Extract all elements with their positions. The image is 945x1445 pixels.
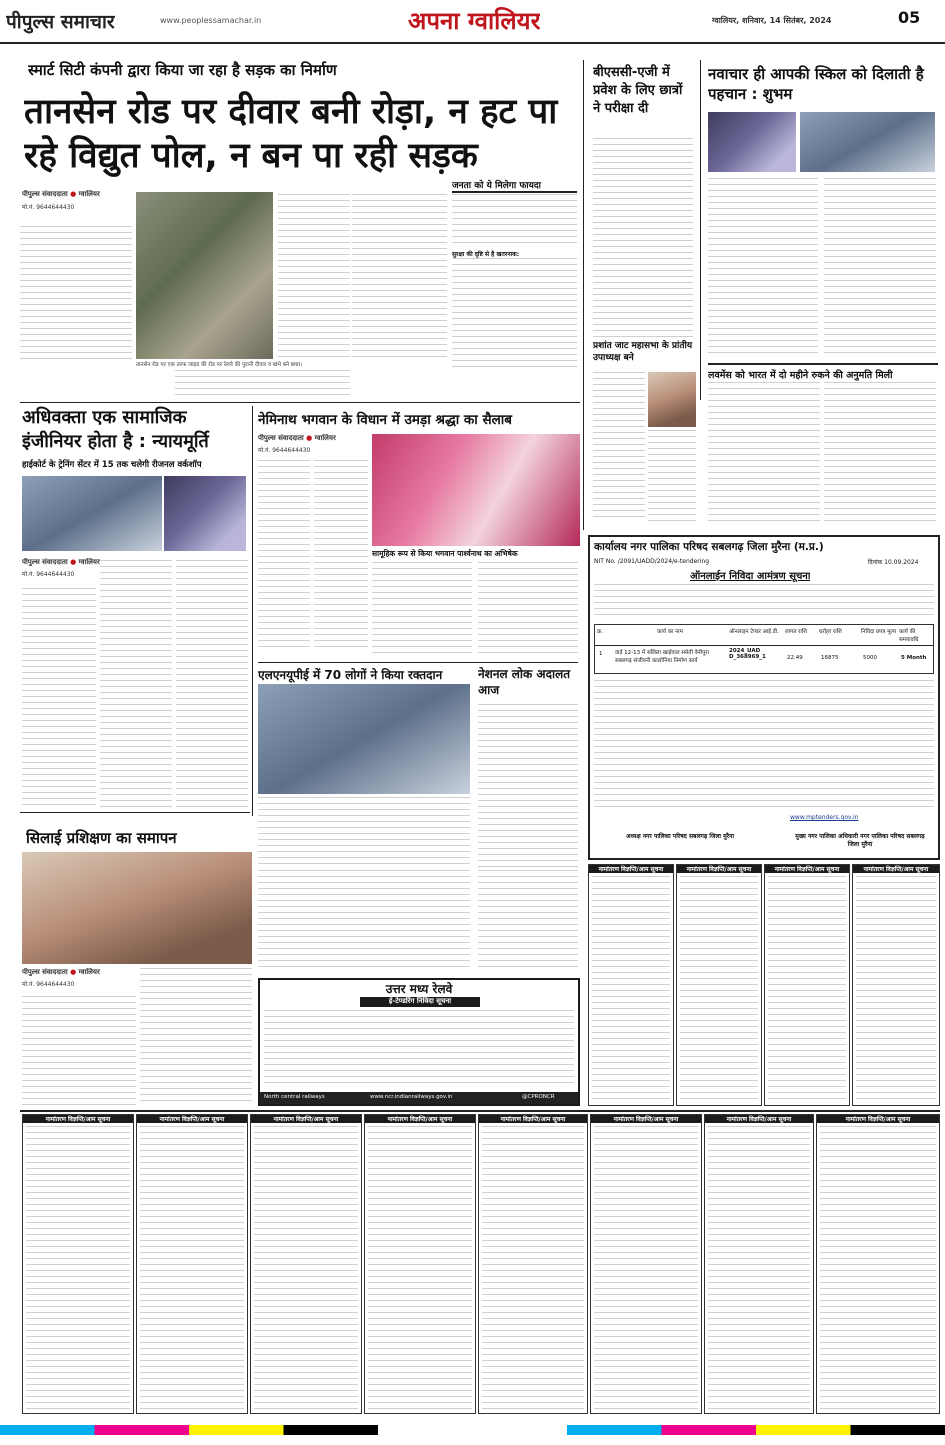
blood-body2 [258, 870, 470, 970]
bsc-sub-body2 [648, 430, 696, 522]
lead-body-col1 [20, 226, 132, 364]
neminath-body2 [314, 460, 368, 650]
notice-r2-5 [478, 1114, 588, 1414]
notice-r2-4-head: नामांतरण विज्ञप्ति/आम सूचना [365, 1115, 475, 1123]
lawyer-body3 [176, 560, 248, 808]
live-in-body2 [824, 382, 936, 522]
divider-blood [258, 662, 578, 663]
section-title: अपना ग्वालियर [408, 7, 541, 35]
paper-name: पीपुल्स समाचार [6, 11, 115, 33]
tender-th-5: निविदा प्रपत्र मूल्य [861, 629, 897, 635]
tender-row-rule [595, 645, 934, 646]
notice-r1-1 [588, 864, 674, 1106]
notice-r1-3 [764, 864, 850, 1106]
tender-table [594, 624, 934, 674]
tender-td-6: 5 Month [901, 655, 927, 661]
tender-td-3: 22.49 [787, 655, 803, 661]
notice-r2-2 [136, 1114, 248, 1414]
lok-adalat-body2 [478, 870, 578, 970]
railway-footer [260, 1092, 578, 1104]
lok-adalat-headline: नेशनल लोक अदालत आज [478, 667, 571, 697]
notice-r2-3-body [254, 1126, 358, 1410]
tender-nit: NIT No. /2091/UADD/2024/e-tendering [594, 558, 710, 565]
lawyer-photo2 [164, 476, 246, 551]
tender-td-5: 5000 [863, 655, 877, 661]
lead-mobile: मो.नं. 9644644430 [22, 204, 75, 211]
blood-photo [258, 684, 470, 794]
notice-r2-3 [250, 1114, 362, 1414]
lead-sidebar-title: जनता को ये मिलेगा फायदा [452, 178, 577, 193]
notice-r1-3-body [768, 876, 846, 1102]
lawyer-mobile: मो.नं. 9644644430 [22, 571, 75, 578]
lead-kicker: स्मार्ट सिटी कंपनी द्वारा किया जा रहा है सड़क का निर्माण [28, 61, 337, 79]
innovation-photo [708, 112, 796, 172]
notice-r1-2-head: नामांतरण विज्ञप्ति/आम सूचना [677, 865, 761, 873]
tender-conditions [594, 680, 934, 812]
tender-th-4: धरोहर राशि [819, 629, 842, 635]
neminath-body3 [372, 562, 472, 657]
tender-th-2: ऑनलाइन टेण्डर आई.डी. [729, 629, 779, 635]
divider-col-right [583, 60, 584, 530]
notice-r2-2-head: नामांतरण विज्ञप्ति/आम सूचना [137, 1115, 247, 1123]
tender-sign-left: अध्यक्ष नगर पालिका परिषद सबलगढ़ जिला मुरैना [626, 833, 734, 840]
live-in-headline: लवमेंस को भारत में दो महीने रुकने की अनुमति मिली [708, 363, 938, 381]
lead-photo-caption: तानसेन रोड पर एक तरफ जाइड की रोड पर रेलवे की पुरानी दीवार व खंभे बने बाधा। [136, 362, 303, 368]
notice-r2-6-body [594, 1126, 698, 1410]
lead-body-col3 [352, 194, 447, 360]
notice-r2-4-body [368, 1126, 472, 1410]
neminath-byline: पीपुल्स संवाददाता ● ग्वालियर [258, 434, 336, 442]
tender-th-6: कार्य की समयावधि [899, 629, 919, 643]
tender-td-2: 2024_UAD D_368969_1 [729, 648, 766, 660]
notice-r2-1-head: नामांतरण विज्ञप्ति/आम सूचना [23, 1115, 133, 1123]
notice-r1-3-head: नामांतरण विज्ञप्ति/आम सूचना [765, 865, 849, 873]
notice-r2-8-head: नामांतरण विज्ञप्ति/आम सूचना [817, 1115, 939, 1123]
neminath-headline: नेमिनाथ भगवान के विधान में उमड़ा श्रद्धा का सैलाब [258, 412, 512, 428]
innovation-body2 [824, 178, 936, 356]
lead-body-col2 [278, 194, 350, 360]
tender-title: ऑनलाईन निविदा आमंत्रण सूचना [690, 571, 811, 582]
blood-body [258, 797, 470, 869]
bsc-sub-body [593, 372, 645, 522]
notice-r1-1-body [592, 876, 670, 1102]
notice-r2-3-head: नामांतरण विज्ञप्ति/आम सूचना [251, 1115, 361, 1123]
innovation-photo2 [800, 112, 935, 172]
notice-r2-7 [704, 1114, 814, 1414]
neminath-body4 [478, 562, 578, 657]
lead-photo [136, 192, 273, 359]
tender-th-1: कार्य का नाम [657, 629, 683, 635]
notice-r1-4 [852, 864, 940, 1106]
divider-mid-left [252, 406, 253, 816]
tender-td-1: वार्ड 12-13 में सलिला खाईवाल समेती वेनीपुरा सबलगढ़ संजीवनी कालोनिया निर्माण कार्य [615, 650, 709, 664]
tender-th-0: क्र. [597, 629, 603, 635]
blood-headline: एलएनयूपीई में 70 लोगों ने किया रक्तदान [258, 668, 443, 682]
sewing-mobile: मो.नं. 9644644430 [22, 981, 75, 988]
notice-r2-7-head: नामांतरण विज्ञप्ति/आम सूचना [705, 1115, 813, 1123]
lok-adalat-body [478, 704, 578, 869]
lawyer-headline: अधिवक्ता एक सामाजिक इंजीनियर होता है : न्यायमूर्ति [22, 407, 209, 452]
notice-r1-2-body [680, 876, 758, 1102]
tender-td-0: 1 [599, 651, 603, 657]
divider-bottom [20, 1110, 940, 1112]
lead-sidebar-sub: सुरक्षा की दृष्टि से है खतरनाक: [452, 251, 520, 258]
masthead [0, 0, 945, 44]
neminath-mobile: मो.नं. 9644644430 [258, 447, 311, 454]
lead-body-col4 [175, 370, 350, 400]
lawyer-subhead: हाईकोर्ट के ट्रेनिंग सेंटर में 15 तक चलेगी रीजनल वर्कशॉप [22, 460, 202, 470]
lead-byline-block [22, 190, 132, 211]
notice-r1-4-head: नामांतरण विज्ञप्ति/आम सूचना [853, 865, 939, 873]
sewing-body1 [22, 996, 136, 1106]
notice-r2-6-head: नामांतरण विज्ञप्ति/आम सूचना [591, 1115, 701, 1123]
lead-sidebar-body2 [452, 258, 577, 370]
tender-th-3: लागत राशि [785, 629, 807, 635]
tender-sign-right: मुख्य नगर पालिका अधिकारी नगर पालिका परिषद सबलगढ़ जिला मुरैना [795, 833, 925, 848]
neminath-photo [372, 434, 580, 546]
railway-footer-mid[interactable]: www.ncr.indianrailways.gov.in [370, 1094, 453, 1100]
website: www.peoplessamachar.in [160, 16, 262, 25]
notice-r1-2 [676, 864, 762, 1106]
lead-sidebar-body [452, 194, 577, 248]
lawyer-byline: पीपुल्स संवाददाता ● ग्वालियर [22, 558, 100, 566]
lawyer-photo [22, 476, 162, 551]
sewing-byline-block [22, 968, 142, 988]
neminath-body1 [258, 460, 310, 650]
innovation-headline: नवाचार ही आपकी स्किल को दिलाती है पहचान : शुभम [708, 65, 924, 103]
notice-r2-5-body [482, 1126, 584, 1410]
registration-bar [0, 1425, 945, 1435]
lawyer-body1 [22, 588, 96, 808]
railway-footer-right[interactable]: @CPRONCR [522, 1094, 555, 1100]
live-in-body1 [708, 382, 820, 522]
sewing-headline: सिलाई प्रशिक्षण का समापन [26, 829, 177, 847]
tender-website[interactable]: www.mptenders.gov.in [790, 814, 859, 821]
bsc-portrait [648, 372, 696, 427]
notice-r2-1 [22, 1114, 134, 1414]
railway-footer-left: North central railways [264, 1094, 325, 1100]
sewing-byline: पीपुल्स संवाददाता ● ग्वालियर [22, 968, 100, 976]
notice-r2-7-body [708, 1126, 810, 1410]
bsc-headline: बीएससी-एजी में प्रवेश के लिए छात्रों ने परीक्षा दी [593, 65, 683, 116]
innovation-body1 [708, 178, 818, 356]
notice-r1-4-body [856, 876, 936, 1102]
sewing-body2 [140, 968, 252, 1106]
lawyer-body2 [100, 560, 172, 808]
sewing-photo [22, 852, 252, 964]
lead-headline: तानसेन रोड पर दीवार बनी रोड़ा, न हट पा रहे विद्युत पोल, न बन पा रही सड़क [24, 92, 558, 176]
railway-body [264, 1010, 574, 1088]
notice-r2-4 [364, 1114, 476, 1414]
divider-sewing [20, 812, 250, 813]
divider-col-right2 [700, 60, 701, 400]
notice-r1-1-head: नामांतरण विज्ञप्ति/आम सूचना [589, 865, 673, 873]
divider-lead [20, 402, 580, 403]
tender-intro [594, 584, 934, 620]
notice-r2-1-body [26, 1126, 130, 1410]
page-number: 05 [898, 8, 921, 27]
tender-date: दिनांक 10.09.2024 [868, 559, 919, 566]
notice-r2-2-body [140, 1126, 244, 1410]
bsc-body [593, 138, 693, 338]
neminath-byline-block [258, 434, 368, 454]
dateline: ग्वालियर, शनिवार, 14 सितंबर, 2024 [712, 16, 832, 25]
railway-subtitle: ई-टेण्डरिंग निविदा सूचना [360, 997, 480, 1007]
notice-r2-6 [590, 1114, 702, 1414]
notice-r2-5-head: नामांतरण विज्ञप्ति/आम सूचना [479, 1115, 587, 1123]
bsc-subhead: प्रशांत जाट महासभा के प्रांतीय उपाध्यक्ष बने [593, 341, 693, 363]
lead-byline: पीपुल्स संवाददाता ● ग्वालियर [22, 190, 100, 198]
tender-td-4: 16875 [821, 655, 839, 661]
neminath-photo-caption: सामूहिक रूप से किया भगवान पार्श्वनाथ का अभिषेक [372, 549, 582, 559]
railway-title: उत्तर मध्य रेलवे [385, 982, 453, 996]
tender-office: कार्यालय नगर पालिका परिषद सबलगढ़ जिला मुरैना (म.प्र.) [594, 541, 824, 553]
notice-r2-8-body [820, 1126, 936, 1410]
notice-r2-8 [816, 1114, 940, 1414]
